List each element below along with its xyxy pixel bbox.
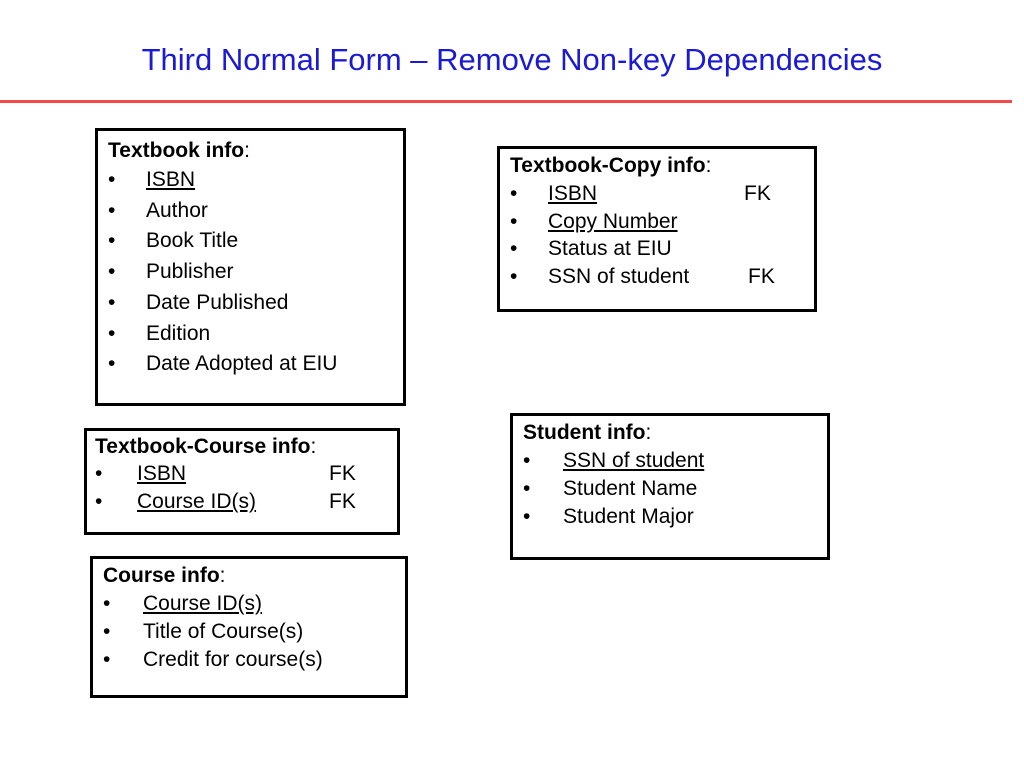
- bullet-icon: •: [510, 209, 518, 233]
- entity-name: Student info: [523, 421, 646, 444]
- attribute-name: Date Published: [146, 290, 289, 314]
- heading-colon: :: [244, 139, 250, 162]
- attribute-row: [108, 257, 393, 288]
- attribute-name: SSN of student: [548, 264, 690, 288]
- attribute-row: [108, 349, 393, 380]
- attribute-row: [510, 263, 804, 291]
- attribute-row: [103, 646, 395, 674]
- attribute-row: [108, 226, 393, 257]
- attribute-list: [523, 447, 817, 531]
- attribute-row: [108, 165, 393, 196]
- bullet-icon: •: [95, 462, 103, 485]
- attribute-name: Author: [146, 198, 208, 222]
- heading-colon: :: [705, 154, 712, 177]
- heading-colon: :: [310, 435, 317, 458]
- primary-key-attribute: Course ID(s): [137, 490, 257, 513]
- bullet-icon: •: [510, 264, 518, 288]
- attribute-name: Publisher: [146, 260, 234, 284]
- entity-box-textbook-course: [84, 428, 400, 535]
- entity-heading: [103, 562, 395, 590]
- attribute-name: Student Name: [563, 477, 698, 500]
- entity-box-student: [510, 413, 830, 560]
- bullet-icon: •: [103, 592, 111, 615]
- bullet-icon: •: [108, 321, 116, 345]
- slide-title: Third Normal Form – Remove Non-key Dependencies: [141, 42, 883, 77]
- bullet-icon: •: [103, 648, 111, 671]
- foreign-key-tag: FK: [744, 182, 771, 205]
- primary-key-attribute: Copy Number: [548, 209, 678, 233]
- bullet-icon: •: [523, 477, 531, 500]
- attribute-name: Student Major: [563, 505, 694, 528]
- attribute-list: [103, 590, 395, 674]
- heading-colon: :: [645, 421, 652, 444]
- attribute-row: [108, 319, 393, 350]
- entity-heading: [510, 152, 804, 180]
- foreign-key-tag: FK: [748, 264, 775, 288]
- foreign-key-tag: FK: [329, 490, 356, 513]
- attribute-row: [523, 475, 817, 503]
- bullet-icon: •: [108, 290, 116, 314]
- attribute-row: [108, 288, 393, 319]
- primary-key-attribute: Course ID(s): [143, 592, 263, 615]
- attribute-row: [103, 618, 395, 646]
- attribute-row: [510, 208, 804, 236]
- entity-box-textbook-copy: [497, 146, 817, 312]
- foreign-key-tag: FK: [329, 462, 356, 485]
- bullet-icon: •: [523, 449, 531, 472]
- attribute-row: [510, 180, 804, 208]
- attribute-row: [95, 460, 387, 488]
- attribute-list: [108, 165, 393, 380]
- attribute-name: Edition: [146, 321, 211, 345]
- entity-heading: [95, 434, 387, 460]
- primary-key-attribute: SSN of student: [563, 449, 705, 472]
- primary-key-attribute: ISBN: [137, 462, 187, 485]
- bullet-icon: •: [108, 352, 116, 376]
- entity-name: Textbook-Copy info: [510, 154, 706, 177]
- entity-box-textbook: [95, 128, 406, 406]
- attribute-name: Status at EIU: [548, 237, 672, 260]
- attribute-row: [523, 503, 817, 531]
- attribute-row: [108, 196, 393, 227]
- bullet-icon: •: [510, 182, 518, 205]
- bullet-icon: •: [108, 198, 116, 222]
- attribute-row: [510, 235, 804, 263]
- attribute-row: [95, 488, 387, 516]
- title-divider: [0, 100, 1012, 103]
- heading-colon: :: [219, 564, 226, 587]
- attribute-list: [95, 460, 387, 516]
- entity-heading: [108, 137, 393, 165]
- attribute-name: Title of Course(s): [143, 620, 304, 643]
- attribute-name: Book Title: [146, 229, 239, 253]
- attribute-name: Date Adopted at EIU: [146, 352, 338, 376]
- attribute-name: Credit for course(s): [143, 648, 323, 671]
- primary-key-attribute: ISBN: [548, 182, 598, 205]
- entity-box-course: [90, 556, 408, 698]
- attribute-row: [103, 590, 395, 618]
- attribute-row: [523, 447, 817, 475]
- entity-name: Textbook info: [108, 139, 245, 162]
- entity-heading: [523, 419, 817, 447]
- bullet-icon: •: [95, 490, 103, 513]
- bullet-icon: •: [523, 505, 531, 528]
- entity-name: Course info: [103, 564, 220, 587]
- bullet-icon: •: [108, 229, 116, 253]
- bullet-icon: •: [108, 260, 116, 284]
- bullet-icon: •: [510, 237, 518, 260]
- entity-name: Textbook-Course info: [95, 435, 311, 458]
- bullet-icon: •: [103, 620, 111, 643]
- attribute-list: [510, 180, 804, 290]
- primary-key-attribute: ISBN: [146, 168, 196, 191]
- bullet-icon: •: [108, 168, 116, 191]
